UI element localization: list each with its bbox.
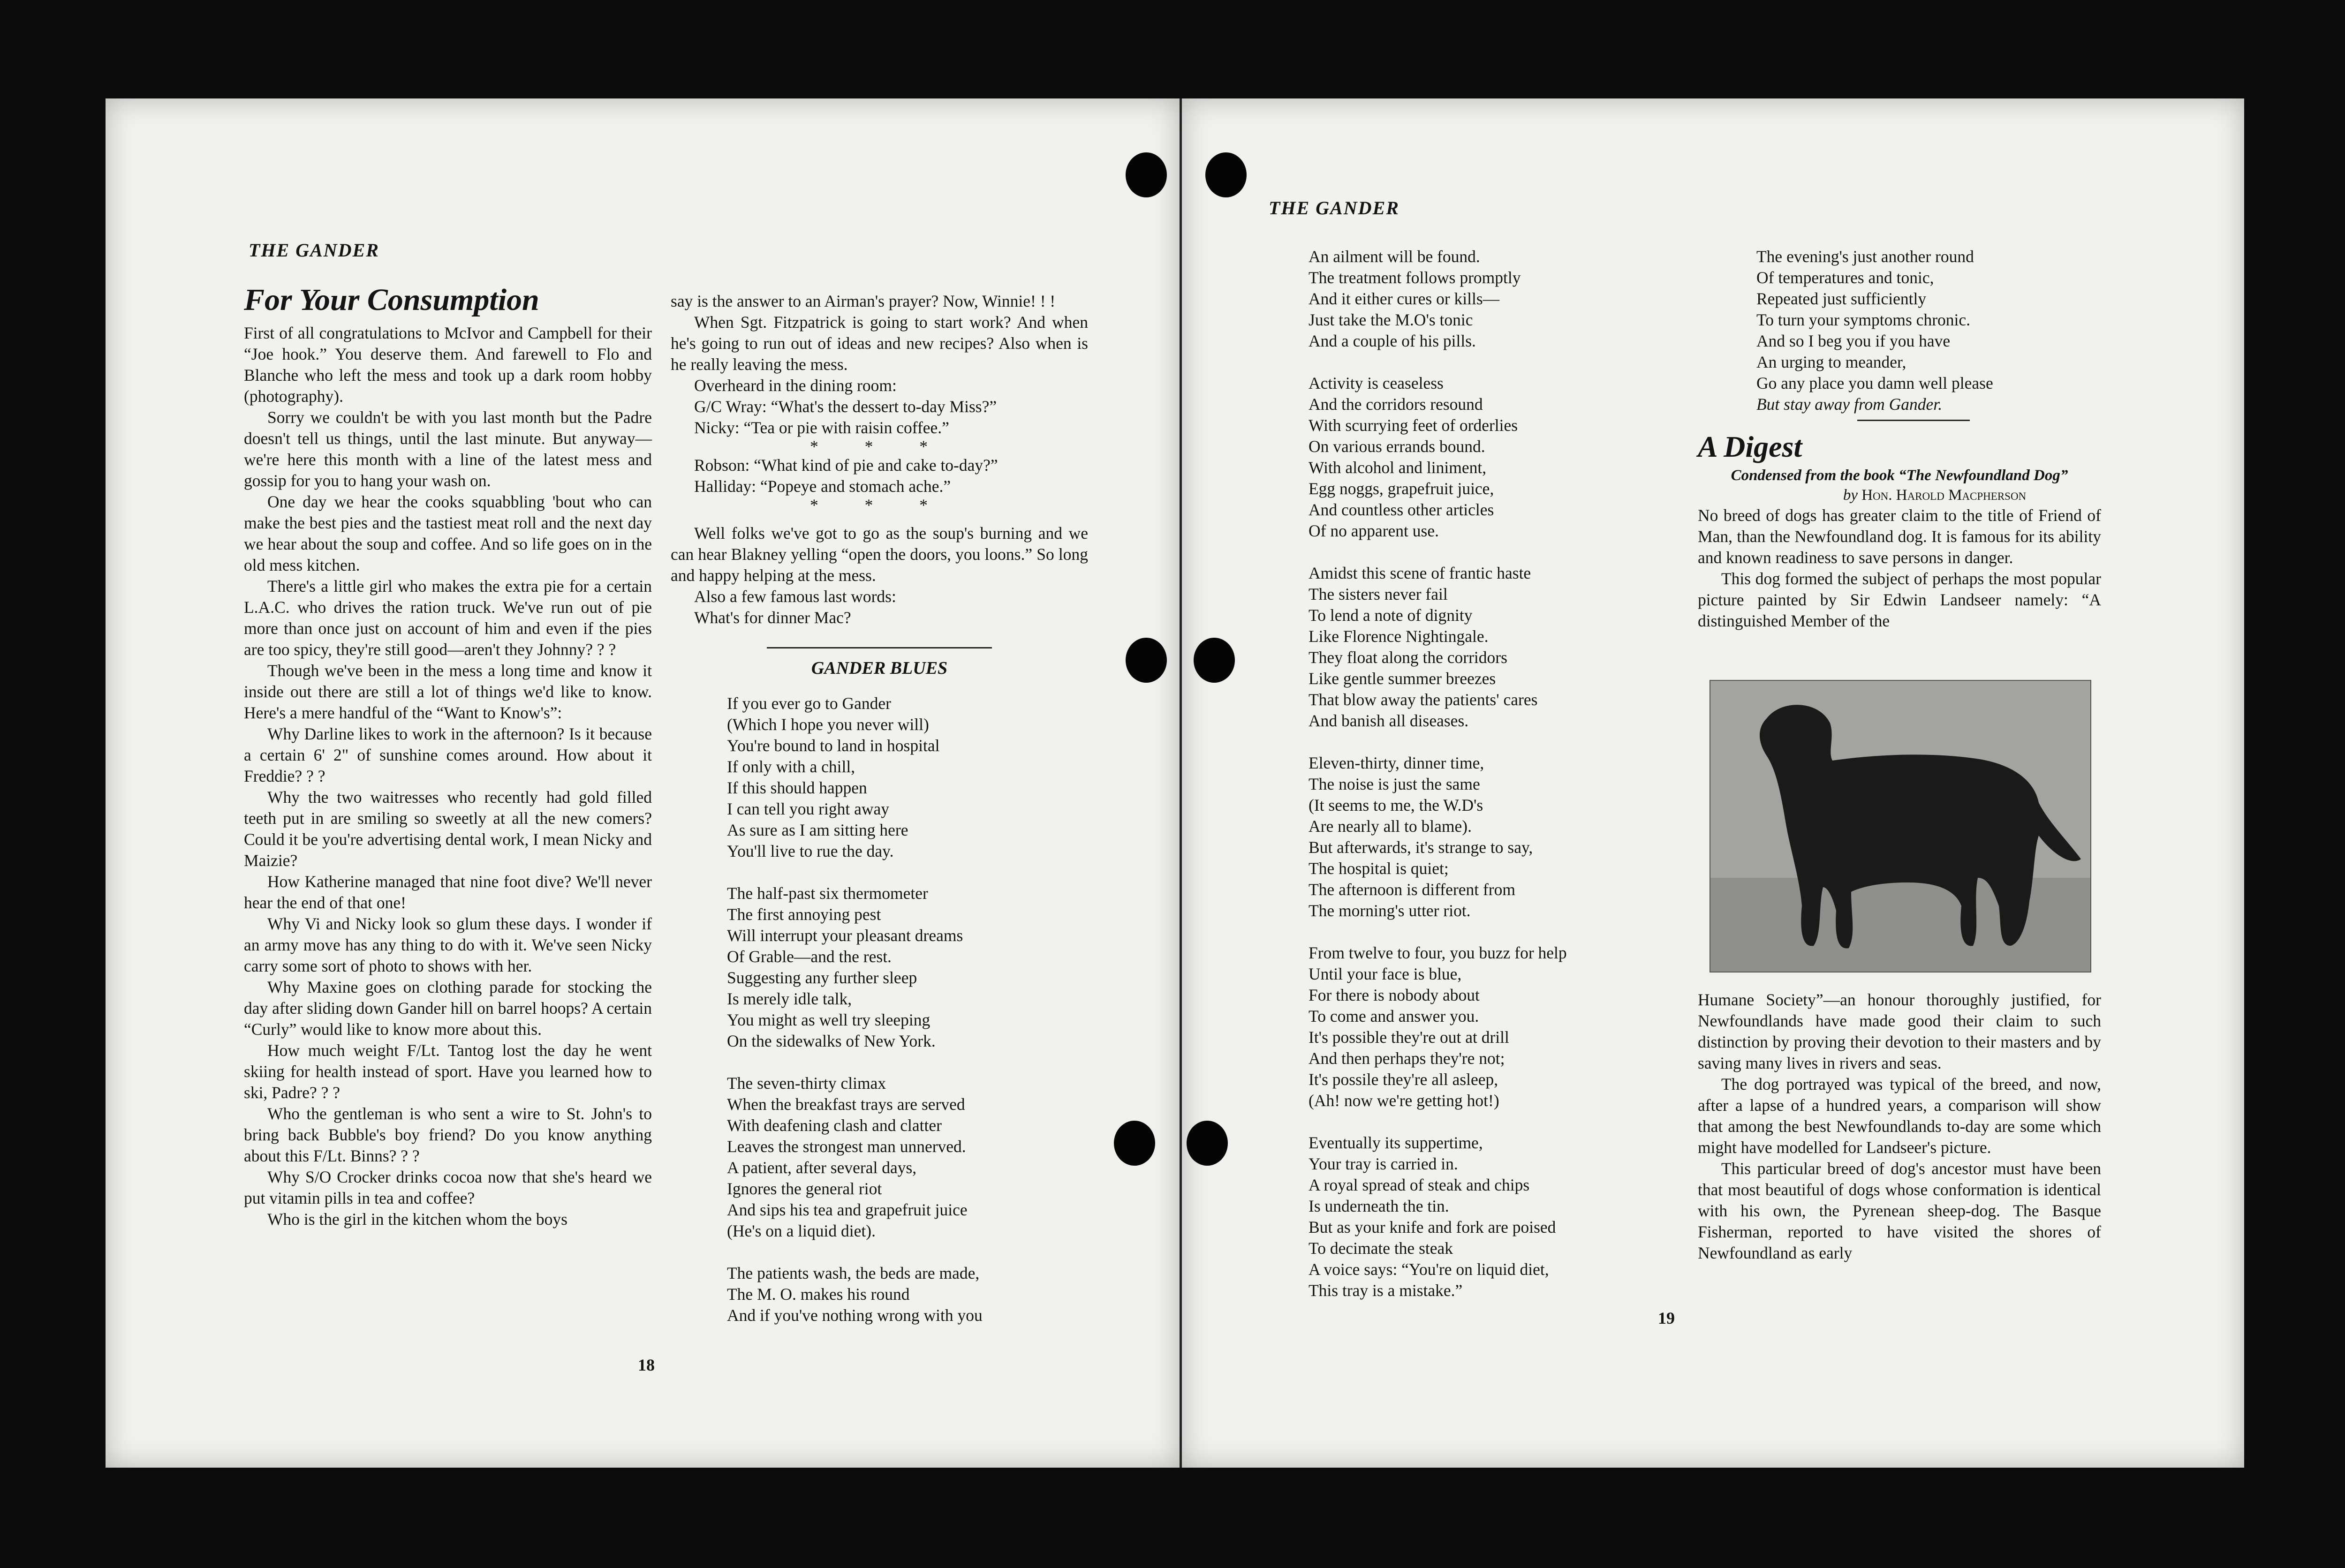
poem-line: The treatment follows promptly bbox=[1309, 268, 1521, 287]
poem-line: Eventually its suppertime, bbox=[1309, 1133, 1483, 1152]
poem-stanza bbox=[727, 883, 1088, 1052]
article-body bbox=[244, 323, 652, 1230]
poem-line: The seven-thirty climax bbox=[727, 1074, 886, 1093]
poem-stanza bbox=[727, 1073, 1088, 1242]
poem-line: And it either cures or kills— bbox=[1309, 289, 1500, 308]
poem-line: From twelve to four, you buzz for help bbox=[1309, 943, 1567, 962]
paragraph: Though we've been in the mess a long time and know it inside out there are still a lot of things we'd like to know. Here's a mere handful of the “Want to Know's”: bbox=[244, 661, 652, 722]
poem-line: For there is nobody about bbox=[1309, 986, 1480, 1004]
paragraph: The dog portrayed was typical of the breed, and now, after a lapse of a hundred years, a comparison will show that among the best Newfoundlands to-day are some which might have modelled for Landseer's picture. bbox=[1698, 1075, 2101, 1157]
poem-line: Ignores the general riot bbox=[727, 1179, 882, 1198]
digest-intro bbox=[1698, 505, 2101, 632]
paragraph: When Sgt. Fitzpatrick is going to start work? And when he's going to run out of ideas and new recipes? Also when is he really leaving the mess. bbox=[671, 313, 1088, 374]
poem-line: (Ah! now we're getting hot!) bbox=[1309, 1091, 1499, 1110]
divider-rule bbox=[1857, 420, 1970, 421]
page-header: THE GANDER bbox=[1269, 197, 1399, 219]
poem-line: Are nearly all to blame). bbox=[1309, 817, 1472, 836]
paragraph: Why the two waitresses who recently had gold filled teeth put in are smiling so sweetly at all the new comers? Could it be you're advertising dental work, I mean Nicky and Maizie? bbox=[244, 788, 652, 870]
article-column-continued bbox=[671, 291, 1088, 1347]
digest-author: Hon. Harold Macpherson bbox=[1861, 487, 2027, 504]
article-column bbox=[244, 281, 652, 1230]
poem-line: To lend a note of dignity bbox=[1309, 606, 1473, 625]
poem-line: The M. O. makes his round bbox=[727, 1285, 910, 1304]
page-gutter bbox=[1180, 98, 1182, 1468]
poem-line: To turn your symptoms chronic. bbox=[1756, 310, 1971, 329]
paragraph: Why S/O Crocker drinks cocoa now that she's heard we put vitamin pills in tea and coffee? bbox=[244, 1168, 652, 1207]
poem-line: I can tell you right away bbox=[727, 799, 890, 818]
page-number: 18 bbox=[638, 1356, 655, 1374]
poem-line: You're bound to land in hospital bbox=[727, 736, 940, 755]
poem-line: On the sidewalks of New York. bbox=[727, 1032, 936, 1050]
digest-title: A Digest bbox=[1698, 430, 1802, 463]
poem-stanza bbox=[1309, 1132, 1674, 1301]
binding-hole bbox=[1187, 1121, 1228, 1166]
right-column bbox=[1698, 246, 2101, 632]
poem bbox=[671, 693, 1088, 1326]
paragraph: First of all congratulations to McIvor and Campbell for their “Joe hook.” You deserve them. And farewell to Flo and Blanche who left the mess and took up a dark room hobby (photography). bbox=[244, 324, 652, 406]
poem-line: The patients wash, the beds are made, bbox=[727, 1264, 980, 1282]
paragraph: Who the gentleman is who sent a wire to St. John's to bring back Bubble's boy friend? Do you know anything about this F/Lt. Binns? ? ? bbox=[244, 1104, 652, 1165]
binding-hole bbox=[1126, 152, 1167, 197]
digest-byline bbox=[1698, 485, 2101, 505]
poem-line: Amidst this scene of frantic haste bbox=[1309, 564, 1531, 582]
poem-line: Activity is ceaseless bbox=[1309, 374, 1444, 392]
poem-line: Egg noggs, grapefruit juice, bbox=[1309, 479, 1494, 498]
poem-line: And sips his tea and grapefruit juice bbox=[727, 1200, 968, 1219]
poem-line: (It seems to me, the W.D's bbox=[1309, 796, 1483, 814]
poem-title: GANDER BLUES bbox=[811, 658, 948, 678]
poem-line: It's possible they're out at drill bbox=[1309, 1028, 1509, 1047]
paragraph: Sorry we couldn't be with you last month but the Padre doesn't tell us things, until the last minute. But anyway—we're here this month with a line of the latest mess and gossip for you to hang your wash on. bbox=[244, 408, 652, 490]
poem-line: A royal spread of steak and chips bbox=[1309, 1176, 1530, 1194]
poem-line: To come and answer you. bbox=[1309, 1007, 1479, 1025]
paragraph: Who is the girl in the kitchen whom the boys bbox=[267, 1210, 567, 1229]
poem-line: If this should happen bbox=[727, 778, 867, 797]
binding-hole bbox=[1126, 638, 1167, 683]
poem-line: With deafening clash and clatter bbox=[727, 1116, 942, 1135]
dog-silhouette-icon bbox=[1710, 681, 2090, 972]
poem-line: To decimate the steak bbox=[1309, 1239, 1453, 1258]
poem-line: They float along the corridors bbox=[1309, 648, 1507, 667]
paragraph: Nicky: “Tea or pie with raisin coffee.” bbox=[694, 418, 949, 437]
poem-ending bbox=[1698, 246, 2101, 394]
poem-line: You might as well try sleeping bbox=[727, 1010, 930, 1029]
poem-line: Like gentle summer breezes bbox=[1309, 669, 1496, 688]
poem-stanza bbox=[1309, 373, 1674, 542]
paragraph: say is the answer to an Airman's prayer? Now, Winnie! ! ! bbox=[671, 292, 1056, 310]
poem-line: Leaves the strongest man unnerved. bbox=[727, 1137, 966, 1156]
paragraph: Why Maxine goes on clothing parade for stocking the day after sliding down Gander hill on barrel hoops? A certain “Curly” would like to know more about this. bbox=[244, 978, 652, 1039]
poem-line: The hospital is quiet; bbox=[1309, 859, 1449, 878]
paragraph: G/C Wray: “What's the dessert to-day Miss?” bbox=[694, 397, 997, 416]
section-divider-stars: * * * bbox=[810, 437, 949, 456]
poem-stanza bbox=[1309, 246, 1674, 352]
poem-line: If you ever go to Gander bbox=[727, 694, 891, 713]
poem-line: Will interrupt your pleasant dreams bbox=[727, 926, 963, 945]
poem-line: The first annoying pest bbox=[727, 905, 881, 924]
byline-prefix: by bbox=[1843, 487, 1858, 504]
paragraph: Well folks we've got to go as the soup's burning and we can hear Blakney yelling “open the doors, you loons.” So long and happy helping at the mess. bbox=[671, 524, 1088, 585]
poem-line: Of no apparent use. bbox=[1309, 521, 1439, 540]
poem-line: The morning's utter riot. bbox=[1309, 901, 1471, 920]
poem-line: And then perhaps they're not; bbox=[1309, 1049, 1505, 1068]
paragraph: Overheard in the dining room: bbox=[694, 376, 897, 395]
poem-line: And countless other articles bbox=[1309, 500, 1494, 519]
section-divider-stars: * * * bbox=[810, 496, 949, 514]
paragraph: What's for dinner Mac? bbox=[694, 608, 851, 627]
paragraph: How much weight F/Lt. Tantog lost the day he went skiing for health instead of sport. Have you learned how to ski, Padre? ? ? bbox=[244, 1041, 652, 1102]
poem-line: The afternoon is different from bbox=[1309, 880, 1515, 899]
paragraph: Also a few famous last words: bbox=[694, 587, 896, 606]
paragraph: No breed of dogs has greater claim to the title of Friend of Man, than the Newfoundland dog. It is famous for its ability and known readiness to save persons in danger. bbox=[1698, 506, 2101, 567]
newfoundland-dog-photo bbox=[1710, 680, 2091, 972]
poem-last-line: But stay away from Gander. bbox=[1756, 395, 1943, 414]
poem-line: On various errands bound. bbox=[1309, 437, 1485, 456]
poem-continued bbox=[1309, 246, 1674, 1322]
poem-line: And a couple of his pills. bbox=[1309, 332, 1476, 350]
poem-line: The sisters never fail bbox=[1309, 585, 1448, 603]
poem-line: Like Florence Nightingale. bbox=[1309, 627, 1489, 646]
paragraph: Halliday: “Popeye and stomach ache.” bbox=[694, 477, 951, 496]
poem-line: With scurrying feet of orderlies bbox=[1309, 416, 1518, 435]
poem-line: And so I beg you if you have bbox=[1756, 332, 1951, 350]
page-header: THE GANDER bbox=[249, 240, 379, 261]
poem-stanza bbox=[1309, 563, 1674, 731]
poem-line: Of temperatures and tonic, bbox=[1756, 268, 1934, 287]
poem-line: And if you've nothing wrong with you bbox=[727, 1306, 983, 1325]
poem-line: And the corridors resound bbox=[1309, 395, 1483, 414]
poem-line: Just take the M.O's tonic bbox=[1309, 310, 1473, 329]
poem-line: A voice says: “You're on liquid diet, bbox=[1309, 1260, 1549, 1279]
digest-body bbox=[1698, 989, 2101, 1264]
poem-line: If only with a chill, bbox=[727, 757, 855, 776]
poem-stanza bbox=[1309, 753, 1674, 921]
article-continued-text bbox=[671, 291, 1088, 438]
poem-stanza bbox=[727, 1263, 1088, 1326]
paragraph: This dog formed the subject of perhaps the most popular picture painted by Sir Edwin Landseer namely: “A distinguished Member of the bbox=[1698, 569, 2101, 630]
closing-text bbox=[671, 523, 1088, 628]
poem-line: (He's on a liquid diet). bbox=[727, 1221, 876, 1240]
poem-line: As sure as I am sitting here bbox=[727, 821, 908, 839]
poem-line: The half-past six thermometer bbox=[727, 884, 928, 903]
paragraph: One day we hear the cooks squabbling 'bout who can make the best pies and the tastiest meat roll and the next day we hear about the soup and coffee. And so life goes on in the old mess kitchen. bbox=[244, 492, 652, 574]
poem-line: You'll live to rue the day. bbox=[727, 842, 894, 860]
poem-line: With alcohol and liniment, bbox=[1309, 458, 1487, 477]
poem-line: Your tray is carried in. bbox=[1309, 1154, 1458, 1173]
poem-line: And banish all diseases. bbox=[1309, 711, 1469, 730]
poem-line: But as your knife and fork are poised bbox=[1309, 1218, 1556, 1236]
paragraph: This particular breed of dog's ancestor must have been that most beautiful of dogs whose conformation is identical with his own, the Pyrenean sheep-dog. The Basque Fisherman, reported to have visited the shores of Newfoundland as early bbox=[1698, 1159, 2101, 1262]
poem-stanza bbox=[1309, 942, 1674, 1111]
binding-hole bbox=[1194, 638, 1235, 683]
digest-subtitle: Condensed from the book “The Newfoundland Dog” bbox=[1731, 467, 2068, 484]
poem-line: Is underneath the tin. bbox=[1309, 1197, 1449, 1215]
article-title: For Your Consumption bbox=[244, 283, 539, 317]
divider-rule bbox=[767, 647, 992, 648]
poem-stanza bbox=[727, 693, 1088, 862]
paragraph: Why Darline likes to work in the afternoon? Is it because a certain 6' 2" of sunshine comes around. How about it Freddie? ? ? bbox=[244, 724, 652, 785]
paragraph: How Katherine managed that nine foot dive? We'll never hear the end of that one! bbox=[244, 872, 652, 912]
poem-line: Until your face is blue, bbox=[1309, 965, 1462, 983]
paragraph: There's a little girl who makes the extra pie for a certain L.A.C. who drives the ration truck. We've run out of pie more than once just on account of him and even if the pies are too spicy, they're still good—aren't they Johnny? ? ? bbox=[244, 577, 652, 659]
poem-line: But afterwards, it's strange to say, bbox=[1309, 838, 1533, 857]
poem-line: Is merely idle talk, bbox=[727, 989, 852, 1008]
poem-line: Repeated just sufficiently bbox=[1756, 289, 1927, 308]
poem-line: The evening's just another round bbox=[1756, 247, 1974, 266]
poem-line: Go any place you damn well please bbox=[1756, 374, 1993, 392]
poem-line: This tray is a mistake.” bbox=[1309, 1281, 1463, 1300]
binding-hole bbox=[1114, 1121, 1155, 1166]
poem-line: An urging to meander, bbox=[1756, 353, 1906, 371]
poem-line: Suggesting any further sleep bbox=[727, 968, 917, 987]
poem-line: Of Grable—and the rest. bbox=[727, 947, 892, 966]
poem-line: That blow away the patients' cares bbox=[1309, 690, 1538, 709]
paragraph: Why Vi and Nicky look so glum these days. I wonder if an army move has any thing to do with it. We've seen Nicky carry some sort of photo to shows with her. bbox=[244, 914, 652, 975]
poem-line: A patient, after several days, bbox=[727, 1158, 917, 1177]
poem-line: It's possile they're all asleep, bbox=[1309, 1070, 1498, 1089]
paragraph: Humane Society”—an honour thoroughly justified, for Newfoundlands have made good their claim to such distinction by proving their devotion to their masters and by saving many lives in rivers and seas. bbox=[1698, 990, 2101, 1072]
paragraph: Robson: “What kind of pie and cake to-day?” bbox=[694, 456, 998, 475]
poem-line: When the breakfast trays are served bbox=[727, 1095, 965, 1114]
poem-line: The noise is just the same bbox=[1309, 775, 1480, 793]
poem-line: (Which I hope you never will) bbox=[727, 715, 929, 734]
dialogue-text bbox=[671, 455, 1088, 497]
page-number: 19 bbox=[1658, 1309, 1675, 1327]
binding-hole bbox=[1205, 152, 1247, 197]
poem-line: An ailment will be found. bbox=[1309, 247, 1480, 266]
poem-line: Eleven-thirty, dinner time, bbox=[1309, 754, 1484, 772]
